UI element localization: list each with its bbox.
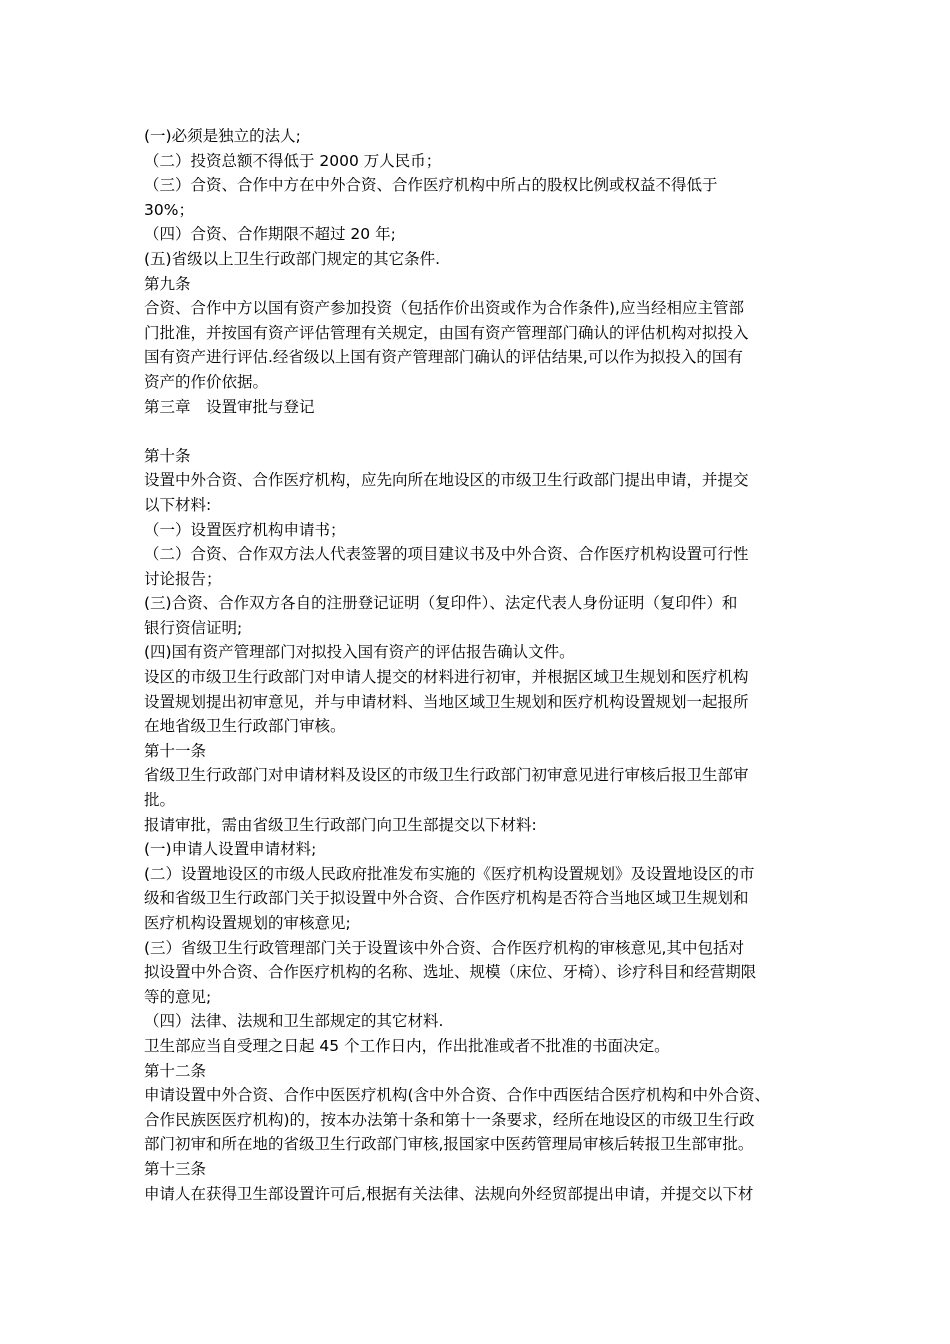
text-line: 第十三条 [144, 1159, 207, 1178]
text-line: (一)必须是独立的法人; [144, 127, 301, 145]
text-line: （二）合资、合作双方法人代表签署的项目建议书及中外合资、合作医疗机构设置可行性 [144, 545, 749, 564]
text-line: 30%； [144, 200, 194, 219]
text-line: （一）设置医疗机构申请书； [144, 520, 346, 539]
text-line: 合作民族医医疗机构)的，按本办法第十条和第十一条要求，经所在地设区的市级卫生行政 [144, 1110, 755, 1129]
text-line: 申请人在获得卫生部设置许可后,根据有关法律、法规向外经贸部提出申请，并提交以下材 [144, 1184, 754, 1203]
text-line: 讨论报告； [144, 569, 222, 588]
text-line: (三）省级卫生行政管理部门关于设置该中外合资、合作医疗机构的审核意见,其中包括对 [144, 938, 744, 957]
text-line: （四）法律、法规和卫生部规定的其它材料. [144, 1012, 444, 1031]
text-line: 等的意见; [144, 987, 212, 1006]
text-line: 第十二条 [144, 1061, 207, 1080]
text-line: (三)合资、合作双方各自的注册登记证明（复印件）、法定代表人身份证明（复印件）和 [144, 594, 738, 613]
text-line: （二）投资总额不得低于 2000 万人民币； [144, 151, 442, 170]
text-line: 银行资信证明; [144, 618, 243, 637]
text-line: 第九条 [144, 274, 191, 293]
text-line: （四）合资、合作期限不超过 20 年; [144, 225, 396, 244]
text-line: (二）设置地设区的市级人民政府批准发布实施的《医疗机构设置规划》及设置地设区的市 [144, 864, 755, 883]
blank-line [144, 419, 814, 444]
text-line: 设置中外合资、合作医疗机构，应先向所在地设区的市级卫生行政部门提出申请，并提交 [144, 471, 749, 490]
text-line: 批。 [144, 791, 176, 810]
document-page [144, 124, 814, 1206]
text-line: 医疗机构设置规划的审核意见; [144, 914, 351, 932]
text-line: 卫生部应当自受理之日起 45 个工作日内，作出批准或者不批准的书面决定。 [144, 1036, 670, 1055]
text-line: (一)申请人设置申请材料; [144, 840, 317, 859]
text-line: 部门初审和所在地的省级卫生行政部门审核,报国家中医药管理局审核后转报卫生部审批。 [144, 1135, 754, 1154]
text-line: 第三章 设置审批与登记 [144, 397, 315, 416]
text-line: 国有资产进行评估.经省级以上国有资产管理部门确认的评估结果,可以作为拟投入的国有 [144, 348, 743, 367]
text-line: 第十条 [144, 446, 191, 465]
text-line: 省级卫生行政部门对申请材料及设区的市级卫生行政部门初审意见进行审核后报卫生部审 [144, 766, 749, 785]
text-line: (四)国有资产管理部门对拟投入国有资产的评估报告确认文件。 [144, 643, 575, 662]
text-line: (五)省级以上卫生行政部门规定的其它条件. [144, 249, 441, 268]
text-line: 以下材料: [144, 495, 212, 514]
text-line: 申请设置中外合资、合作中医医疗机构(含中外合资、合作中西医结合医疗机构和中外合资、 [144, 1086, 771, 1105]
text-line: （三）合资、合作中方在中外合资、合作医疗机构中所占的股权比例或权益不得低于 [144, 176, 718, 195]
text-line: 在地省级卫生行政部门审核。 [144, 717, 346, 736]
text-line: 报请审批，需由省级卫生行政部门向卫生部提交以下材料: [144, 815, 537, 834]
text-line: 级和省级卫生行政部门关于拟设置中外合资、合作医疗机构是否符合当地区域卫生规划和 [144, 889, 749, 908]
text-line: 设置规划提出初审意见，并与申请材料、当地区域卫生规划和医疗机构设置规划一起报所 [144, 692, 749, 711]
text-line: 合资、合作中方以国有资产参加投资（包括作价出资或作为合作条件),应当经相应主管部 [144, 299, 744, 318]
text-line: 门批准，并按国有资产评估管理有关规定，由国有资产管理部门确认的评估机构对拟投入 [144, 323, 749, 342]
text-line: 第十一条 [144, 741, 207, 760]
text-line: 设区的市级卫生行政部门对申请人提交的材料进行初审，并根据区域卫生规划和医疗机构 [144, 668, 749, 687]
text-line: 资产的作价依据。 [144, 372, 269, 391]
text-line: 拟设置中外合资、合作医疗机构的名称、选址、规模（床位、牙椅）、诊疗科目和经营期限 [144, 963, 757, 982]
